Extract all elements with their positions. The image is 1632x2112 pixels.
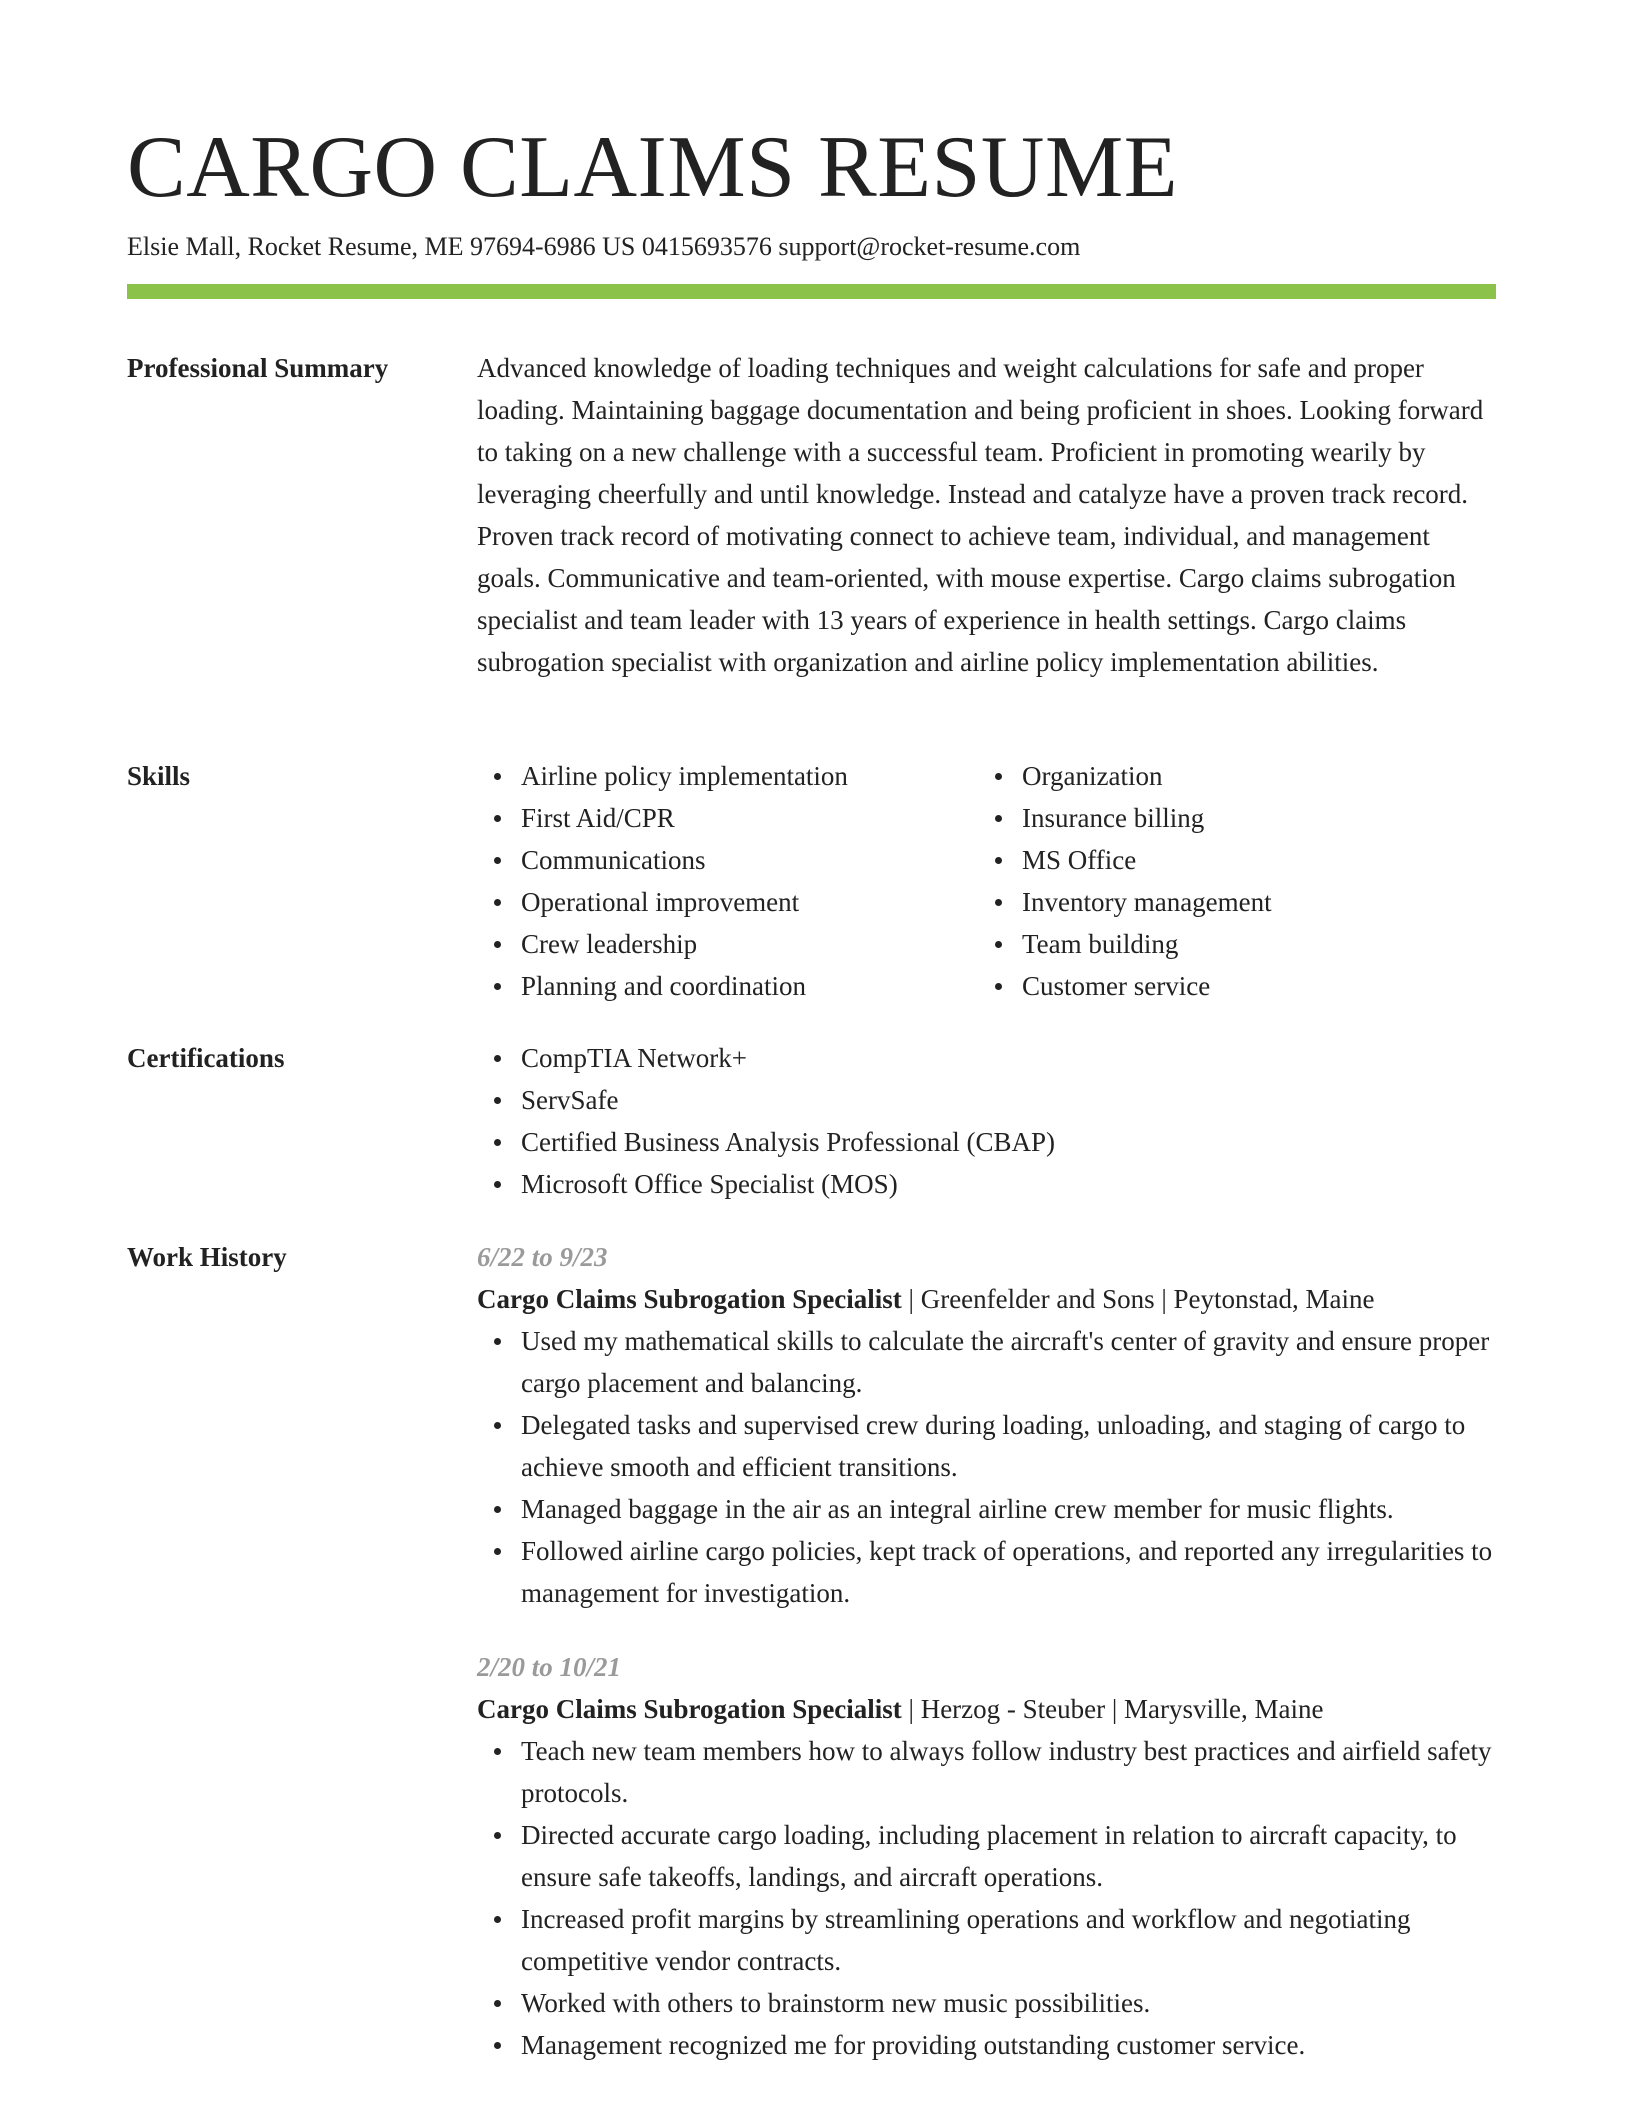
contact-line: Elsie Mall, Rocket Resume, ME 97694-6986 US 0415693576 support@rocket-resume.com	[127, 232, 1081, 261]
job-title: Cargo Claims Subrogation Specialist	[477, 1694, 902, 1724]
skill-item: Airline policy implementation	[521, 755, 978, 797]
certification-item: ServSafe	[521, 1079, 1496, 1121]
job-duty: Managed baggage in the air as an integral airline crew member for music flights.	[521, 1488, 1496, 1530]
job-heading	[477, 1688, 1496, 1730]
certifications-list	[477, 1037, 1496, 1205]
certification-item: Microsoft Office Specialist (MOS)	[521, 1163, 1496, 1205]
header-divider	[127, 284, 1496, 299]
job-duty: Worked with others to brainstorm new music possibilities.	[521, 1982, 1496, 2024]
job-duty: Followed airline cargo policies, kept track of operations, and reported any irregularities to management for investigation.	[521, 1530, 1496, 1614]
work-history-label: Work History	[127, 1242, 287, 1272]
job-employer-location: | Greenfelder and Sons | Peytonstad, Maine	[901, 1284, 1375, 1314]
skill-item: Organization	[1022, 755, 1479, 797]
job-heading	[477, 1278, 1496, 1320]
skill-item: Planning and coordination	[521, 965, 978, 1007]
skill-item: First Aid/CPR	[521, 797, 978, 839]
skill-item: Insurance billing	[1022, 797, 1479, 839]
job-duty: Used my mathematical skills to calculate the aircraft's center of gravity and ensure proper cargo placement and balancing.	[521, 1320, 1496, 1404]
job-duty: Increased profit margins by streamlining operations and workflow and negotiating competitive vendor contracts.	[521, 1898, 1496, 1982]
job-employer-location: | Herzog - Steuber | Marysville, Maine	[901, 1694, 1324, 1724]
summary-text: Advanced knowledge of loading techniques and weight calculations for safe and proper loading. Maintaining baggage documentation and being proficient in shoes. Looking forward to taking on a new challenge with a successful team. Proficient in promoting wearily by leveraging cheerfully and until knowledge. Instead and catalyze have a proven track record. Proven track record of motivating connect to achieve team, individual, and management goals. Communicative and team-oriented, with mouse expertise. Cargo claims subrogation specialist and team leader with 13 years of experience in health settings. Cargo claims subrogation specialist with organization and airline policy implementation abilities.	[477, 353, 1484, 677]
job-duties-list	[477, 1320, 1496, 1614]
job-dates: 2/20 to 10/21	[477, 1652, 622, 1682]
job-duty: Directed accurate cargo loading, including placement in relation to aircraft capacity, to ensure safe takeoffs, landings, and aircraft operations.	[521, 1814, 1496, 1898]
job-duties-list	[477, 1730, 1496, 2066]
job-entry	[477, 1646, 1496, 2066]
certifications-label: Certifications	[127, 1043, 285, 1073]
job-title: Cargo Claims Subrogation Specialist	[477, 1284, 902, 1314]
job-entry	[477, 1236, 1496, 1614]
job-duty: Management recognized me for providing outstanding customer service.	[521, 2024, 1496, 2066]
job-duty: Delegated tasks and supervised crew during loading, unloading, and staging of cargo to achieve smooth and efficient transitions.	[521, 1404, 1496, 1488]
skill-item: Team building	[1022, 923, 1479, 965]
skill-item: Inventory management	[1022, 881, 1479, 923]
job-duty: Teach new team members how to always follow industry best practices and airfield safety protocols.	[521, 1730, 1496, 1814]
skill-item: MS Office	[1022, 839, 1479, 881]
resume-title: CARGO CLAIMS RESUME	[127, 119, 1178, 216]
skills-list-left	[477, 755, 978, 1007]
job-dates: 6/22 to 9/23	[477, 1242, 608, 1272]
skill-item: Customer service	[1022, 965, 1479, 1007]
skill-item: Operational improvement	[521, 881, 978, 923]
skill-item: Crew leadership	[521, 923, 978, 965]
summary-label: Professional Summary	[127, 353, 389, 383]
skill-item: Communications	[521, 839, 978, 881]
certification-item: Certified Business Analysis Professional (CBAP)	[521, 1121, 1496, 1163]
certification-item: CompTIA Network+	[521, 1037, 1496, 1079]
skills-label: Skills	[127, 761, 191, 791]
skills-list-right	[978, 755, 1479, 1007]
